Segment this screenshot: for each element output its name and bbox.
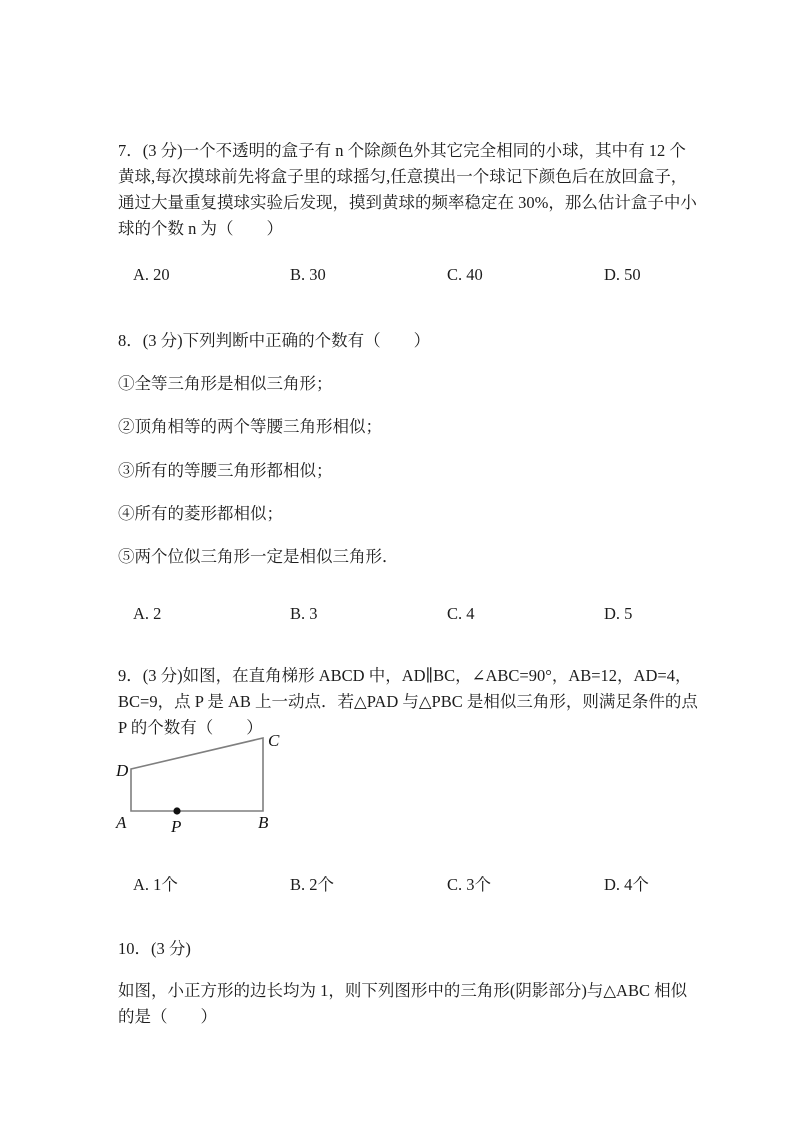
trapezoid-outline: [131, 738, 263, 811]
question-7-line-3: 通过大量重复摸球实验后发现，摸到黄球的频率稳定在 30%，那么估计盒子中小: [118, 193, 697, 212]
vertex-label-c: C: [268, 731, 280, 750]
question-10-line-2: 的是（ ）: [118, 1007, 217, 1026]
question-7-line-1: 7．(3 分)一个不透明的盒子有 n 个除颜色外其它完全相同的小球，其中有 12 个: [118, 141, 686, 160]
vertex-label-a: A: [116, 813, 127, 832]
question-10-line-1: 如图，小正方形的边长均为 1，则下列图形中的三角形(阴影部分)与△ABC 相似: [118, 981, 688, 1000]
question-7-text: [118, 138, 697, 242]
question-9-line-2: BC=9，点 P 是 AB 上一动点．若△PAD 与△PBC 是相似三角形，则满足条件的点: [118, 692, 698, 711]
question-8-header: 8．(3 分)下列判断中正确的个数有（ ）: [118, 331, 431, 350]
question-8-options: [133, 601, 761, 627]
question-7-option-c: C. 40: [447, 265, 483, 284]
question-9-option-b: B. 2个: [290, 875, 335, 894]
question-8-item-4: ④所有的菱形都相似；: [118, 504, 283, 523]
point-label-p: P: [171, 817, 182, 836]
question-7-options: [133, 262, 761, 288]
question-8-option-a: A. 2: [133, 604, 162, 623]
question-8-item-5: ⑤两个位似三角形一定是相似三角形．: [118, 547, 399, 566]
question-7-option-d: D. 50: [604, 265, 641, 284]
question-7-option-b: B. 30: [290, 265, 326, 284]
point-p-dot: [173, 807, 180, 814]
question-7-option-a: A. 20: [133, 265, 170, 284]
q9-trapezoid-figure: [113, 724, 293, 840]
question-9-line-1: 9．(3 分)如图，在直角梯形 ABCD 中，AD∥BC，∠ABC=90°，AB=12，AD=4，: [118, 666, 692, 685]
question-8-item-1: ①全等三角形是相似三角形；: [118, 374, 333, 393]
question-8-text: [118, 328, 686, 354]
question-9-option-c: C. 3个: [447, 875, 492, 894]
question-8-option-d: D. 5: [604, 604, 633, 623]
question-9-option-a: A. 1个: [133, 875, 178, 894]
question-9-line-3: P 的个数有（ ）: [118, 718, 263, 737]
question-8-option-c: C. 4: [447, 604, 475, 623]
question-9-option-d: D. 4个: [604, 875, 649, 894]
question-7-line-4: 球的个数 n 为（ ）: [118, 219, 283, 238]
question-8-item-3: ③所有的等腰三角形都相似；: [118, 461, 333, 480]
question-10-text: [118, 978, 686, 1030]
vertex-label-d: D: [116, 761, 129, 780]
vertex-label-b: B: [258, 813, 269, 832]
question-8-item-2: ②顶角相等的两个等腰三角形相似；: [118, 417, 382, 436]
question-8-option-b: B. 3: [290, 604, 318, 623]
question-7-line-2: 黄球,每次摸球前先将盒子里的球摇匀,任意摸出一个球记下颜色后在放回盒子，: [118, 167, 688, 186]
question-10-header: 10．(3 分): [118, 939, 191, 958]
question-9-options: [133, 872, 761, 898]
